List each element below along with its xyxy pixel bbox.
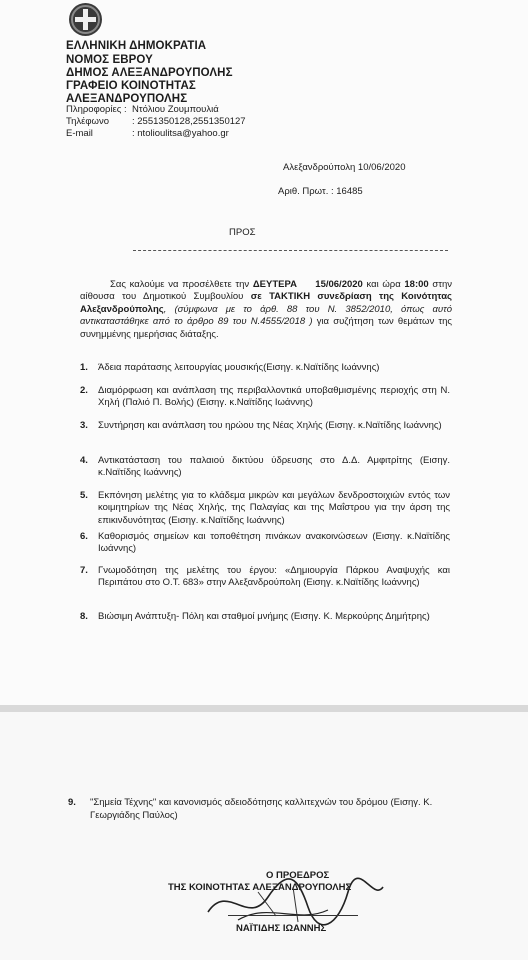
contact-info-row	[66, 104, 219, 115]
coat-of-arms-emblem	[69, 3, 102, 36]
email-label: E-mail	[66, 128, 93, 139]
info-value: Ντόλιου Ζουμπουλιά	[132, 104, 219, 115]
dashed-divider	[133, 250, 448, 251]
meeting-date: 15/06/2020	[315, 279, 363, 290]
session-type: σε ΤΑΚΤΙΚΗ συνεδρίαση της Κοινότητας Αλεξανδρούπολης	[80, 291, 452, 315]
agenda-item: 1. Άδεια παράτασης λειτουργίας μουσικής(Εισηγ. κ.Ναϊτίδης Ιωάννης)	[80, 362, 380, 373]
agenda-item: 3. Συντήρηση και ανάπλαση του ηρώου της Νέας Χηλής (Εισηγ. κ.Ναϊτίδης Ιωάννης)	[80, 420, 442, 431]
signature-community: ΤΗΣ ΚΟΙΝΟΤΗΤΑΣ ΑΛΕΞΑΝΔΡΟΥΠΟΛΗΣ	[168, 882, 352, 893]
agenda-item: 7. Γνωμοδότηση της μελέτης του έργου: «Δημιουργία Πάρκου Αναψυχής και Περιπάτου στο Ο.Τ. 683» στην Αλεξανδρούπολη (Εισηγ. κ.Ναϊτίδης Ιωάννης)	[80, 565, 450, 589]
contact-email-row	[66, 128, 229, 139]
place-date: Αλεξανδρούπολη 10/06/2020	[283, 162, 406, 173]
agenda-item: 8. Βιώσιμη Ανάπτυξη- Πόλη και σταθμοί μνήμης (Εισηγ. Κ. Μερκούρης Δημήτρης)	[80, 611, 430, 622]
header-prefecture: ΝΟΜΟΣ ΕΒΡΟΥ	[66, 54, 153, 66]
agenda-item: 5. Εκπόνηση μελέτης για το κλάδεμα μικρών και μεγάλων δενδροστοιχιών εντός των κοιμητηρίων της Νέας Χηλής, της Παλαγίας και της Μαΐστρου για την άρση της επικινδυνότητας (Εισηγ. κ.Ναϊτίδης Ιωάννης)	[80, 490, 450, 526]
email-value: : ntolioulitsa@yahoo.gr	[132, 128, 229, 139]
protocol-number: Αριθ. Πρωτ. : 16485	[278, 186, 363, 197]
legal-reference: , (σύμφωνα με το άρθ. 88 του Ν. 3852/2010, όπως αυτό αντικαταστάθηκε από το άρθρο 89 του Ν.4555/2018 )	[80, 303, 452, 328]
meeting-day: ΔΕΥΤΕΡΑ	[252, 279, 297, 290]
header-municipality: ΔΗΜΟΣ ΑΛΕΞΑΝΔΡΟΥΠΟΛΗΣ	[66, 67, 233, 79]
recipient-heading: ΠΡΟΣ	[229, 227, 256, 238]
contact-phone-row	[66, 116, 246, 127]
phone-value: : 2551350128,2551350127	[132, 116, 246, 127]
signatory-name: ΝΑΪΤΙΔΗΣ ΙΩΑΝΝΗΣ	[236, 923, 327, 934]
invitation-paragraph: Σας καλούμε να προσέλθετε την ΔΕΥΤΕΡΑ 15/06/2020 και ώρα 18:00 στην αίθουσα του Δημοτικού Συμβουλίου σε ΤΑΚΤΙΚΗ συνεδρίαση της Κοινότητας Αλεξανδρούπολης, (σύμφωνα με το άρθ. 88 του Ν. 3852/2010, όπως αυτό αντικαταστάθηκε από το άρθρο 89 του Ν.4555/2018 ) για συζήτηση των θεμάτων της συνημμένης ημερήσιας διάταξης.	[80, 279, 453, 340]
agenda-item: 2. Διαμόρφωση και ανάπλαση της περιβαλλοντικά υποβαθμισμένης περιοχής στη Ν. Χηλή (Παλιό Π. Βολής) (Εισηγ. κ.Ναϊτίδης Ιωάννης)	[80, 385, 450, 409]
agenda-item: 4. Αντικατάσταση του παλαιού δικτύου ύδρευσης στο Δ.Δ. Αμφιτρίτης (Εισηγ. κ.Ναϊτίδης Ιωάννης)	[80, 455, 450, 479]
header-city: ΑΛΕΞΑΝΔΡΟΥΠΟΛΗΣ	[66, 93, 188, 105]
header-office: ΓΡΑΦΕΙΟ ΚΟΙΝΟΤΗΤΑΣ	[66, 80, 196, 92]
agenda-item: 6. Καθορισμός σημείων και τοποθέτηση πινάκων ανακοινώσεων (Εισηγ. κ.Ναϊτίδης Ιωάννης)	[80, 531, 450, 555]
agenda-item-extra: 9. "Σημεία Τέχνης" και κανονισμός αδειοδότησης καλλιτεχνών του δρόμου (Εισηγ. Κ. Γεωργιάδης Παύλος)	[68, 797, 433, 821]
phone-label: Τηλέφωνο	[66, 116, 109, 127]
signature-title: Ο ΠΡΟΕΔΡΟΣ	[266, 870, 330, 881]
signature-line	[228, 915, 358, 916]
meeting-time: 18:00	[404, 279, 429, 290]
info-label: Πληροφορίες :	[66, 104, 127, 115]
header-republic: ΕΛΛΗΝΙΚΗ ΔΗΜΟΚΡΑΤΙΑ	[66, 40, 207, 52]
